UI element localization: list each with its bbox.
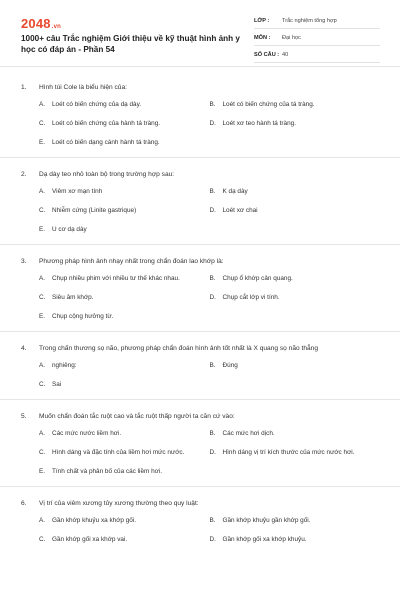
question-text: Hình túi Cole là biểu hiện của:	[39, 84, 127, 91]
option-letter: C.	[39, 536, 46, 543]
option-letter: A.	[39, 362, 46, 369]
option-d[interactable]	[210, 446, 381, 459]
logo-suffix: .vn	[51, 24, 62, 30]
option-text: Đúng	[222, 362, 238, 369]
option-text: Hình dáng và đặc tính của liềm hơi mức nước.	[52, 449, 185, 456]
option-text: Các mức hơi dịch.	[222, 430, 275, 437]
option-letter: A.	[39, 275, 46, 282]
option-text: nghiêng:	[52, 362, 77, 369]
option-text: Các mức nước liềm hơi.	[52, 430, 122, 437]
option-text: Loét xơ chai	[222, 207, 258, 214]
meta-row-subject	[254, 31, 380, 46]
option-text: Loét có biến chứng của dạ dày.	[52, 101, 142, 108]
option-letter: E.	[39, 468, 46, 475]
option-b[interactable]	[210, 272, 381, 285]
option-c[interactable]	[39, 117, 210, 130]
question-text: Trong chấn thương sọ não, phương pháp chẩn đoán hình ảnh tốt nhất là X quang sọ não thẳng	[39, 345, 318, 352]
option-letter: C.	[39, 381, 46, 388]
meta-label: SỐ CÂU :	[254, 52, 280, 58]
option-text: Loét có biến dạng cánh hành tá tràng.	[52, 139, 160, 146]
option-text: Tính chất và phân bố của các liềm hơi.	[52, 468, 163, 475]
option-b[interactable]	[210, 359, 381, 372]
question-number: 4.	[21, 345, 27, 352]
meta-value: Đại học	[282, 35, 301, 41]
meta-row-count	[254, 48, 380, 63]
option-text: Gần khớp khuỷu gần khớp gối.	[222, 517, 311, 524]
option-d[interactable]	[210, 117, 381, 130]
question-number: 2.	[21, 171, 27, 178]
option-b[interactable]	[210, 427, 381, 440]
meta-info	[254, 14, 380, 65]
option-letter: D.	[209, 536, 216, 543]
option-a[interactable]	[39, 185, 210, 198]
question-item	[0, 342, 400, 400]
option-letter: C.	[39, 449, 46, 456]
option-letter: D.	[209, 449, 216, 456]
option-text: Gần khớp gối xa khớp khuỷu.	[222, 536, 307, 543]
option-d[interactable]	[210, 533, 381, 546]
option-letter: C.	[39, 207, 46, 214]
option-text: Nhiễm cứng (Linite gastrique)	[52, 207, 137, 214]
option-list	[21, 92, 380, 157]
page-title: 1000+ câu Trắc nghiệm Giới thiệu về kỹ thuật hình ảnh y học có đáp án - Phần 54	[21, 34, 240, 54]
option-text: Chụp cộng hưởng từ.	[52, 313, 114, 320]
option-text: Loét xơ teo hành tá tràng.	[222, 120, 296, 127]
option-letter: C.	[39, 120, 46, 127]
option-a[interactable]	[39, 427, 210, 440]
option-a[interactable]	[39, 359, 210, 372]
option-list	[21, 508, 380, 554]
option-text: Viêm xơ mạn tính	[52, 188, 103, 195]
option-letter: A.	[39, 188, 46, 195]
option-letter: D.	[209, 120, 216, 127]
option-letter: C.	[39, 294, 46, 301]
question-number: 5.	[21, 413, 27, 420]
option-text: Chụp ổ khớp cản quang.	[222, 275, 293, 282]
option-text: Chụp nhiều phim với nhiều tư thế khác nhau.	[52, 275, 180, 282]
option-text: Siêu âm khớp.	[52, 294, 94, 301]
option-a[interactable]	[39, 272, 210, 285]
option-list	[21, 353, 380, 399]
option-text: K dạ dày	[222, 188, 248, 195]
question-text: Vị trí của viêm xương tủy xương thường theo quy luật:	[39, 500, 199, 507]
option-d[interactable]	[210, 204, 381, 217]
option-letter: E.	[39, 139, 46, 146]
option-letter: A.	[39, 430, 46, 437]
option-letter: B.	[209, 430, 216, 437]
option-letter: A.	[39, 101, 46, 108]
logo-main: 2048	[21, 16, 51, 31]
meta-value: 40	[282, 52, 289, 58]
option-letter: B.	[209, 517, 216, 524]
option-letter: B.	[209, 275, 216, 282]
option-letter: B.	[209, 101, 216, 108]
option-c[interactable]	[39, 291, 210, 304]
meta-row-class	[254, 14, 380, 29]
option-c[interactable]	[39, 446, 210, 459]
meta-value: Trắc nghiệm tổng hợp	[282, 18, 337, 24]
option-letter: B.	[209, 188, 216, 195]
option-text: Loét có biến chứng của tá tràng.	[222, 101, 315, 108]
option-d[interactable]	[210, 291, 381, 304]
document-header	[0, 0, 400, 67]
site-logo[interactable]	[21, 16, 61, 31]
option-text: U cơ dạ dày	[52, 226, 87, 233]
question-number: 1.	[21, 84, 27, 91]
question-text: Muốn chẩn đoán tắc ruột cao và tắc ruột thấp người ta căn cứ vào:	[39, 413, 235, 420]
option-text: Gần khớp gối xa khớp vai.	[52, 536, 128, 543]
option-b[interactable]	[210, 98, 381, 111]
option-letter: B.	[209, 362, 216, 369]
option-c[interactable]	[39, 378, 380, 391]
option-b[interactable]	[210, 514, 381, 527]
option-e[interactable]	[39, 465, 380, 478]
question-number: 6.	[21, 500, 27, 507]
option-e[interactable]	[39, 310, 380, 323]
option-text: Sai	[52, 381, 62, 388]
option-text: Loét có biến chứng của hành tá tràng.	[52, 120, 161, 127]
option-a[interactable]	[39, 514, 210, 527]
option-text: Hình dáng vị trí kích thước của mức nước hơi.	[222, 449, 355, 456]
option-e[interactable]	[39, 136, 380, 149]
meta-label: MÔN :	[254, 35, 271, 41]
meta-label: LỚP :	[254, 18, 270, 24]
option-list	[21, 179, 380, 244]
option-c[interactable]	[39, 533, 210, 546]
option-c[interactable]	[39, 204, 210, 217]
option-letter: E.	[39, 313, 46, 320]
option-e[interactable]	[39, 223, 380, 236]
option-letter: D.	[209, 207, 216, 214]
option-letter: A.	[39, 517, 46, 524]
option-list	[21, 266, 380, 331]
option-list	[21, 421, 380, 486]
option-letter: D.	[209, 294, 216, 301]
option-text: Gần khớp khuỷu xa khớp gối.	[52, 517, 137, 524]
option-text: Chụp cắt lớp vi tính.	[222, 294, 280, 301]
question-number: 3.	[21, 258, 27, 265]
question-text: Phương pháp hình ảnh nhạy nhất trong chẩn đoán lao khớp là:	[39, 258, 224, 265]
option-letter: E.	[39, 226, 46, 233]
option-b[interactable]	[210, 185, 381, 198]
question-list	[0, 67, 400, 554]
option-a[interactable]	[39, 98, 210, 111]
question-text: Dạ dày teo nhỏ toàn bộ trong trường hợp sau:	[39, 171, 175, 178]
question-item	[0, 255, 400, 332]
question-item	[0, 497, 400, 554]
question-item	[0, 410, 400, 487]
question-item	[0, 168, 400, 245]
question-item	[0, 81, 400, 158]
